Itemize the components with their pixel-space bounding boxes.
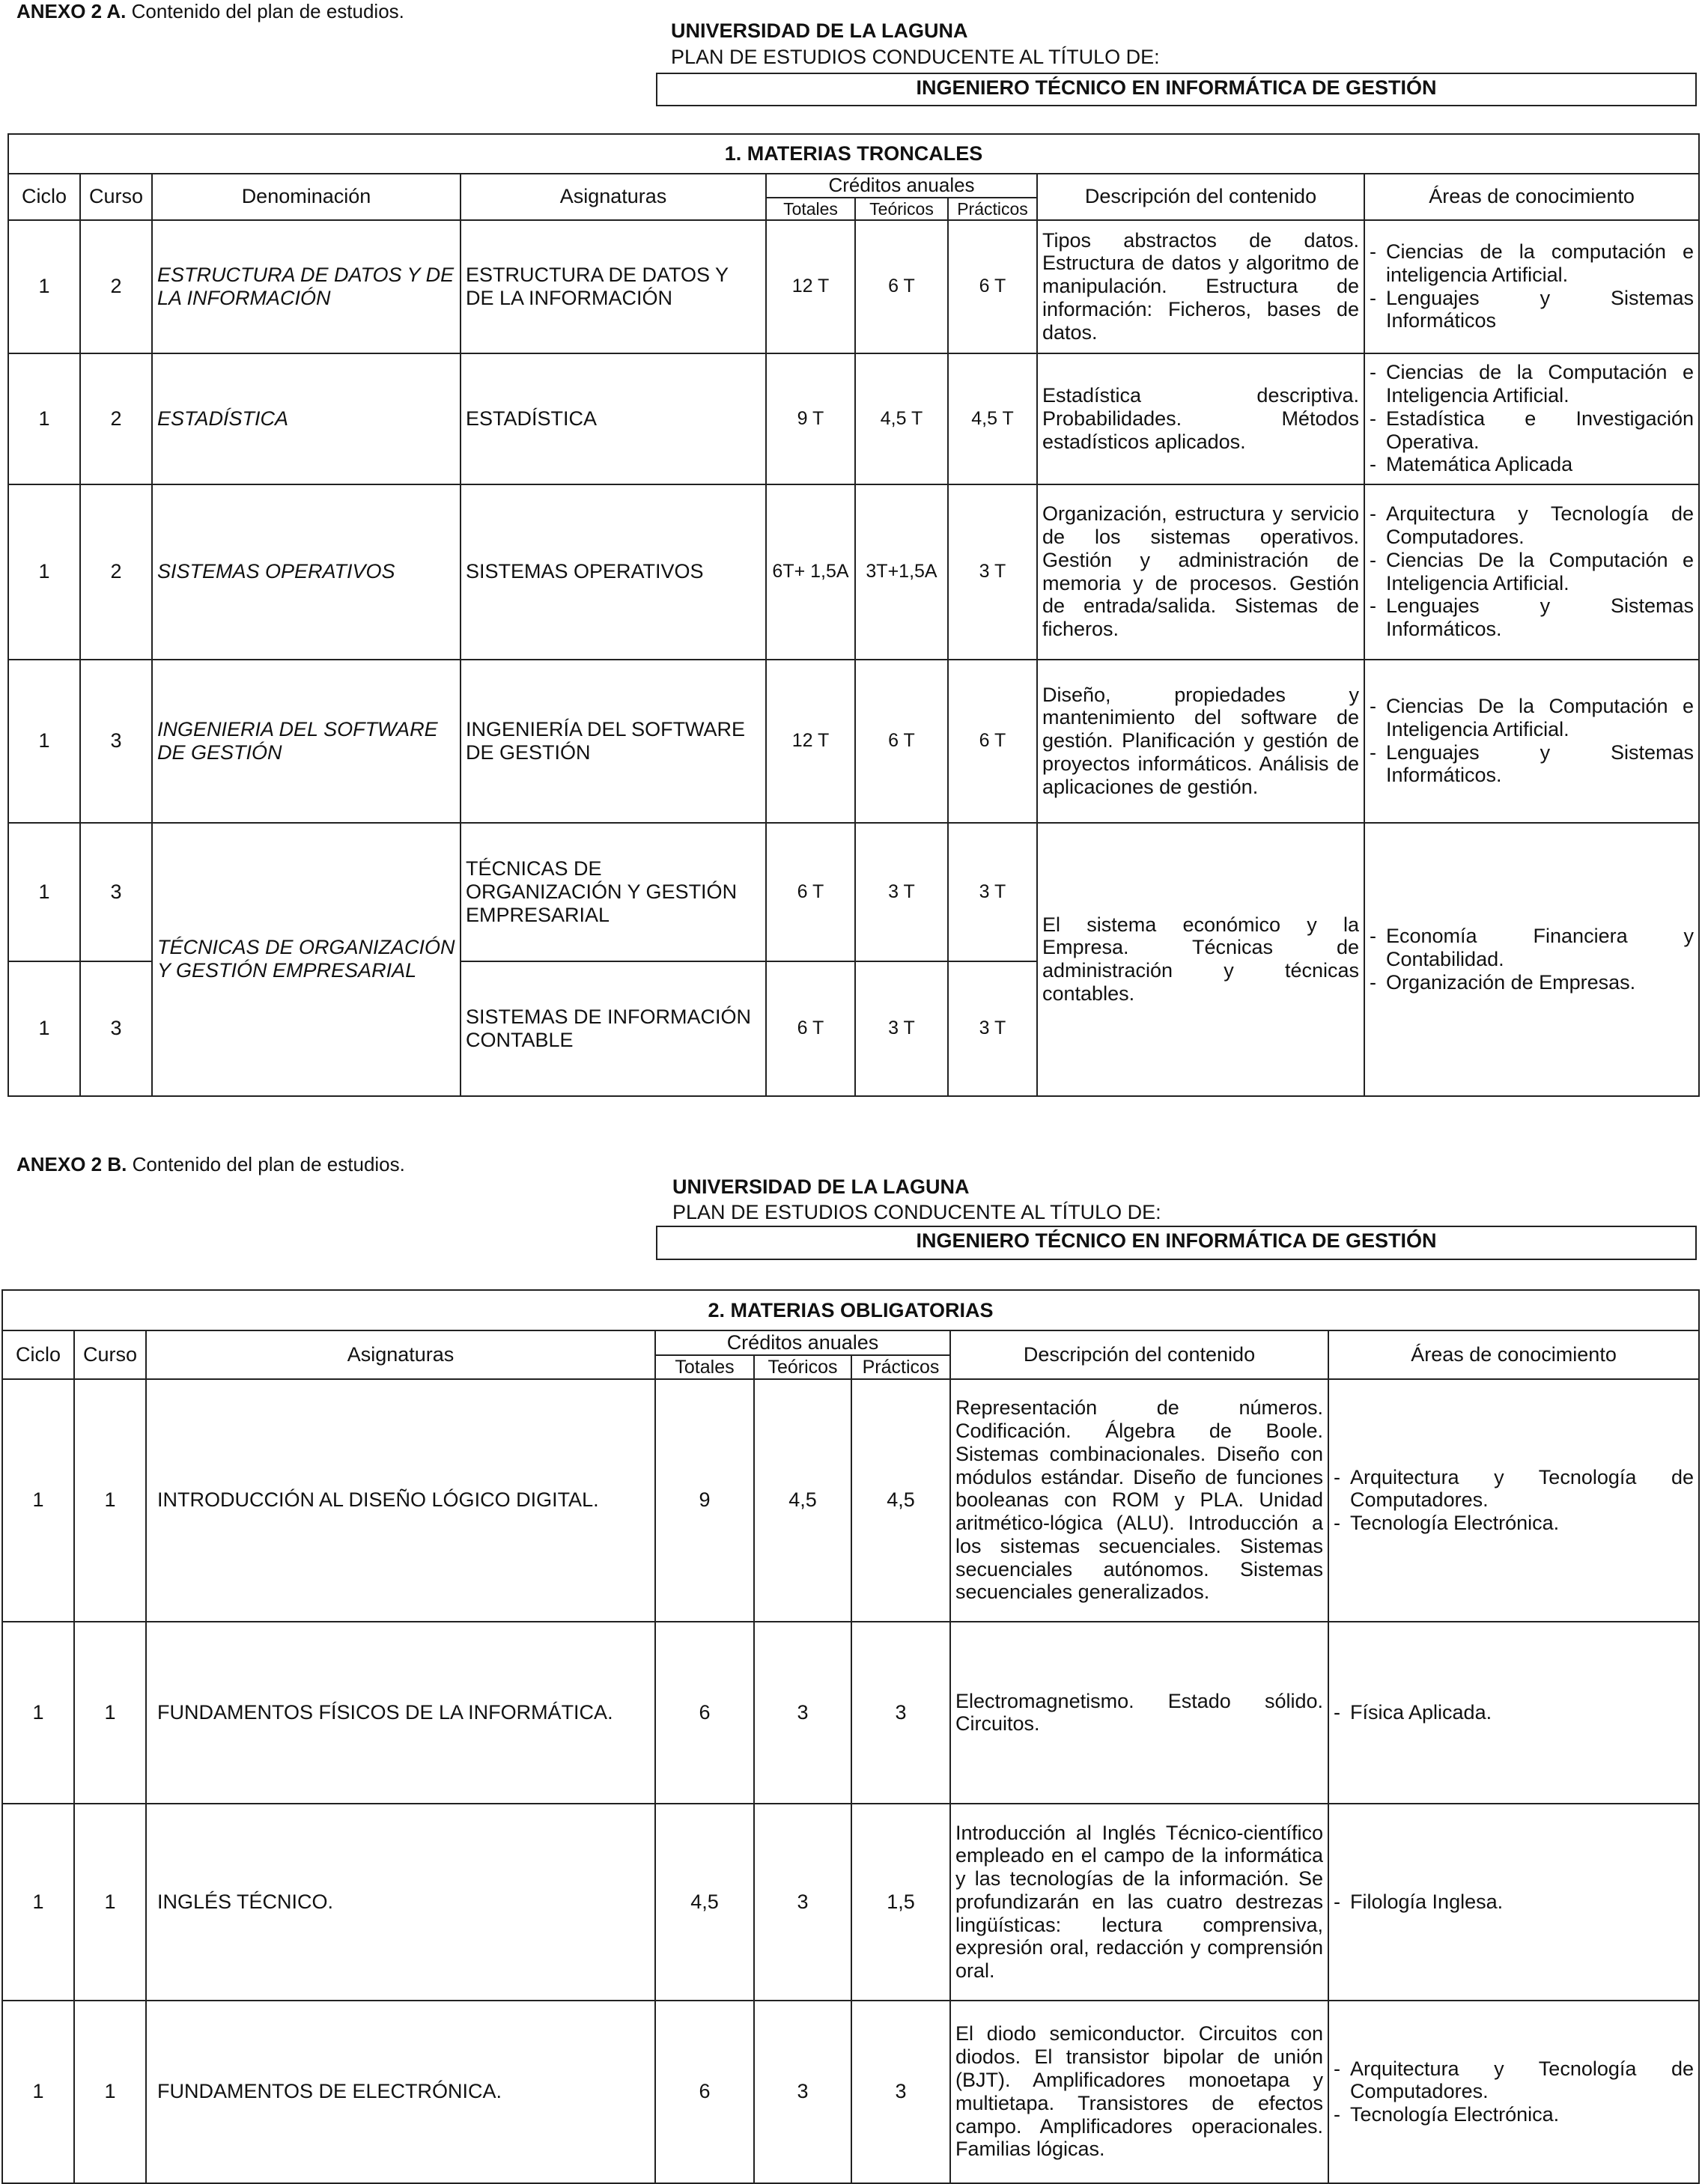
cell-areas: - Física Aplicada. [1328,1622,1699,1804]
cell-practicos: 3 T [948,484,1037,660]
cell-teoricos: 3 [754,1622,851,1804]
cell-denominacion: INGENIERIA DEL SOFTWARE DE GESTIÓN [152,660,461,823]
cell-ciclo: 1 [8,823,80,961]
cell-descripcion: Electromagnetismo. Estado sólido. Circuitos. [950,1622,1328,1804]
cell-asignatura: FUNDAMENTOS DE ELECTRÓNICA. [146,2001,655,2183]
area-item: Arquitectura y Tecnología de Computadores. [1386,502,1695,549]
cell-descripcion: El sistema económico y la Empresa. Técnicas de administración y técnicas contables. [1037,823,1364,1096]
cell-curso: 1 [74,1804,146,2001]
area-item: Filología Inglesa. [1350,1890,1504,1913]
header-asignaturas: Asignaturas [146,1330,655,1379]
cell-curso: 3 [80,823,152,961]
cell-practicos: 3 [851,2001,950,2183]
obligatorias-table [1,1289,1700,2184]
cell-ciclo: 1 [2,2001,74,2183]
cell-totales: 6 T [766,961,855,1096]
header-ciclo: Ciclo [8,174,80,220]
cell-asignatura: FUNDAMENTOS FÍSICOS DE LA INFORMÁTICA. [146,1622,655,1804]
cell-descripcion: Estadística descriptiva. Probabilidades. Métodos estadísticos aplicados. [1037,353,1364,484]
cell-descripcion: Representación de números. Codificación. Álgebra de Boole. Sistemas combinacionales. Diseño con módulos estándar. Diseño de funciones booleanas con ROM y PLA. Unidad aritmético-lógica (ALU). Introducción a los sistemas secuenciales. Sistemas secuenciales autónomos. Sistemas secuenciales generalizados. [950,1379,1328,1622]
area-item: Ciencias de la Computación e Inteligencia Artificial. [1386,361,1695,407]
cell-ciclo: 1 [8,660,80,823]
cell-teoricos: 3 T [855,823,948,961]
anexo-a-label-bold: ANEXO 2 A. [16,0,127,22]
anexo-b-plan: PLAN DE ESTUDIOS CONDUCENTE AL TÍTULO DE: [672,1201,1161,1223]
table-row [8,823,1699,961]
cell-curso: 2 [80,353,152,484]
header-practicos: Prácticos [948,198,1037,220]
cell-ciclo: 1 [8,220,80,353]
cell-practicos: 4,5 T [948,353,1037,484]
cell-asignatura: ESTRUCTURA DE DATOS Y DE LA INFORMACIÓN [461,220,766,353]
cell-descripcion: Organización, estructura y servicio de los sistemas operativos. Gestión y administración de memoria y de procesos. Gestión de entrada/salida. Sistemas de ficheros. [1037,484,1364,660]
header-totales: Totales [655,1355,754,1379]
cell-teoricos: 6 T [855,220,948,353]
cell-ciclo: 1 [8,961,80,1096]
cell-teoricos: 4,5 [754,1379,851,1622]
area-item: Tecnología Electrónica. [1350,1512,1560,1535]
area-item: Lenguajes y Sistemas Informáticos [1386,286,1695,332]
anexo-a-label [16,0,404,23]
cell-totales: 9 T [766,353,855,484]
cell-descripcion: Diseño, propiedades y mantenimiento del software de gestión. Planificación y gestión de proyectos informáticos. Análisis de aplicaciones de gestión. [1037,660,1364,823]
area-item: Ciencias De la Computación e Inteligencia Artificial. [1386,695,1695,740]
header-descripcion: Descripción del contenido [950,1330,1328,1379]
cell-areas: - Filología Inglesa. [1328,1804,1699,2001]
cell-totales: 12 T [766,660,855,823]
header-asignaturas: Asignaturas [461,174,766,220]
area-item: Física Aplicada. [1350,1700,1492,1724]
cell-practicos: 1,5 [851,1804,950,2001]
area-item: Matemática Aplicada [1386,453,1573,476]
header-teoricos: Teóricos [754,1355,851,1379]
cell-descripcion: Tipos abstractos de datos. Estructura de datos y algoritmo de manipulación. Estructura de información: Ficheros, bases de datos. [1037,220,1364,353]
cell-descripcion: El diodo semiconductor. Circuitos con diodos. El transistor bipolar de unión (BJT). Amplificadores monoetapa y multietapa. Transistores de efectos campo. Amplificadores operacionales. Familias lógicas. [950,2001,1328,2183]
table-row [8,220,1699,353]
area-item: Lenguajes y Sistemas Informáticos. [1386,594,1695,641]
header-curso: Curso [74,1330,146,1379]
cell-denominacion: TÉCNICAS DE ORGANIZACIÓN Y GESTIÓN EMPRESARIAL [152,823,461,1096]
area-item: Ciencias De la Computación e Inteligencia Artificial. [1386,548,1695,594]
table-row [2,1622,1699,1804]
cell-teoricos: 6 T [855,660,948,823]
cell-denominacion: ESTADÍSTICA [152,353,461,484]
anexo-a-plan: PLAN DE ESTUDIOS CONDUCENTE AL TÍTULO DE: [671,46,1160,68]
cell-totales: 6T+ 1,5A [766,484,855,660]
cell-asignatura: INGENIERÍA DEL SOFTWARE DE GESTIÓN [461,660,766,823]
cell-asignatura: INTRODUCCIÓN AL DISEÑO LÓGICO DIGITAL. [146,1379,655,1622]
header-denominacion: Denominación [152,174,461,220]
area-item: Arquitectura y Tecnología de Computadores. [1350,2057,1695,2103]
obligatorias-title: 2. MATERIAS OBLIGATORIAS [2,1290,1699,1330]
cell-practicos: 3 T [948,961,1037,1096]
cell-areas: - Ciencias De la Computación e Inteligencia Artificial. - Lenguajes y Sistemas Informáticos. [1364,660,1699,823]
area-item: Ciencias de la computación e inteligencia Artificial. [1386,240,1695,286]
cell-denominacion: ESTRUCTURA DE DATOS Y DE LA INFORMACIÓN [152,220,461,353]
cell-practicos: 3 [851,1622,950,1804]
cell-teoricos: 3 [754,2001,851,2183]
anexo-b-label-text: Contenido del plan de estudios. [127,1153,405,1175]
cell-teoricos: 3T+1,5A [855,484,948,660]
area-item: Arquitectura y Tecnología de Computadores. [1350,1465,1695,1512]
cell-areas: - Arquitectura y Tecnología de Computadores. - Ciencias De la Computación e Inteligencia Artificial. - Lenguajes y Sistemas Informáticos. [1364,484,1699,660]
table-row [2,2001,1699,2183]
table-row [2,1804,1699,2001]
cell-curso: 1 [74,1622,146,1804]
cell-totales: 4,5 [655,1804,754,2001]
cell-teoricos: 4,5 T [855,353,948,484]
header-practicos: Prácticos [851,1355,950,1379]
anexo-a-university: UNIVERSIDAD DE LA LAGUNA [671,19,968,42]
cell-asignatura: SISTEMAS DE INFORMACIÓN CONTABLE [461,961,766,1096]
cell-asignatura: INGLÉS TÉCNICO. [146,1804,655,2001]
anexo-b-degree: INGENIERO TÉCNICO EN INFORMÁTICA DE GESTIÓN [656,1226,1697,1260]
cell-practicos: 6 T [948,660,1037,823]
cell-teoricos: 3 T [855,961,948,1096]
anexo-b-label-bold: ANEXO 2 B. [16,1153,127,1175]
cell-asignatura: ESTADÍSTICA [461,353,766,484]
cell-totales: 6 T [766,823,855,961]
area-item: Lenguajes y Sistemas Informáticos. [1386,740,1695,787]
header-areas: Áreas de conocimiento [1328,1330,1699,1379]
header-ciclo: Ciclo [2,1330,74,1379]
cell-curso: 3 [80,961,152,1096]
anexo-b-label [16,1153,405,1176]
area-item: Economía Financiera y Contabilidad. [1386,924,1695,970]
cell-totales: 6 [655,2001,754,2183]
table-row [2,1379,1699,1622]
area-item: Estadística e Investigación Operativa. [1386,407,1695,453]
cell-totales: 6 [655,1622,754,1804]
area-item: Tecnología Electrónica. [1350,2103,1560,2126]
cell-denominacion: SISTEMAS OPERATIVOS [152,484,461,660]
cell-curso: 1 [74,1379,146,1622]
cell-ciclo: 1 [2,1622,74,1804]
header-curso: Curso [80,174,152,220]
cell-practicos: 3 T [948,823,1037,961]
cell-ciclo: 1 [2,1804,74,2001]
anexo-a-label-text: Contenido del plan de estudios. [126,0,404,22]
cell-ciclo: 1 [2,1379,74,1622]
cell-areas: - Arquitectura y Tecnología de Computadores. - Tecnología Electrónica. [1328,1379,1699,1622]
cell-curso: 1 [74,2001,146,2183]
troncales-title: 1. MATERIAS TRONCALES [8,134,1699,174]
cell-curso: 2 [80,220,152,353]
table-row [8,660,1699,823]
cell-asignatura: SISTEMAS OPERATIVOS [461,484,766,660]
cell-ciclo: 1 [8,353,80,484]
cell-ciclo: 1 [8,484,80,660]
cell-curso: 3 [80,660,152,823]
cell-areas: - Arquitectura y Tecnología de Computadores. - Tecnología Electrónica. [1328,2001,1699,2183]
cell-areas: - Ciencias de la Computación e Inteligencia Artificial. - Estadística e Investigación Operativa. - Matemática Aplicada [1364,353,1699,484]
header-creditos: Créditos anuales [766,174,1037,198]
table-row [8,353,1699,484]
cell-areas: - Ciencias de la computación e inteligencia Artificial. - Lenguajes y Sistemas Informáticos [1364,220,1699,353]
anexo-b-university: UNIVERSIDAD DE LA LAGUNA [672,1175,970,1198]
area-item: Organización de Empresas. [1386,970,1636,994]
table-row [8,484,1699,660]
cell-teoricos: 3 [754,1804,851,2001]
header-teoricos: Teóricos [855,198,948,220]
header-areas: Áreas de conocimiento [1364,174,1699,220]
cell-curso: 2 [80,484,152,660]
cell-areas: - Economía Financiera y Contabilidad. - Organización de Empresas. [1364,823,1699,1096]
cell-practicos: 4,5 [851,1379,950,1622]
troncales-table [7,133,1700,1097]
header-descripcion: Descripción del contenido [1037,174,1364,220]
cell-asignatura: TÉCNICAS DE ORGANIZACIÓN Y GESTIÓN EMPRESARIAL [461,823,766,961]
cell-practicos: 6 T [948,220,1037,353]
anexo-a-degree: INGENIERO TÉCNICO EN INFORMÁTICA DE GESTIÓN [656,73,1697,106]
cell-totales: 12 T [766,220,855,353]
cell-totales: 9 [655,1379,754,1622]
header-creditos: Créditos anuales [655,1330,950,1355]
cell-descripcion: Introducción al Inglés Técnico-científico empleado en el campo de la informática y las tecnologías de la información. Se profundizarán en las cuatro destrezas lingüísticas: lectura comprensiva, expresión oral, redacción y comprensión oral. [950,1804,1328,2001]
header-totales: Totales [766,198,855,220]
